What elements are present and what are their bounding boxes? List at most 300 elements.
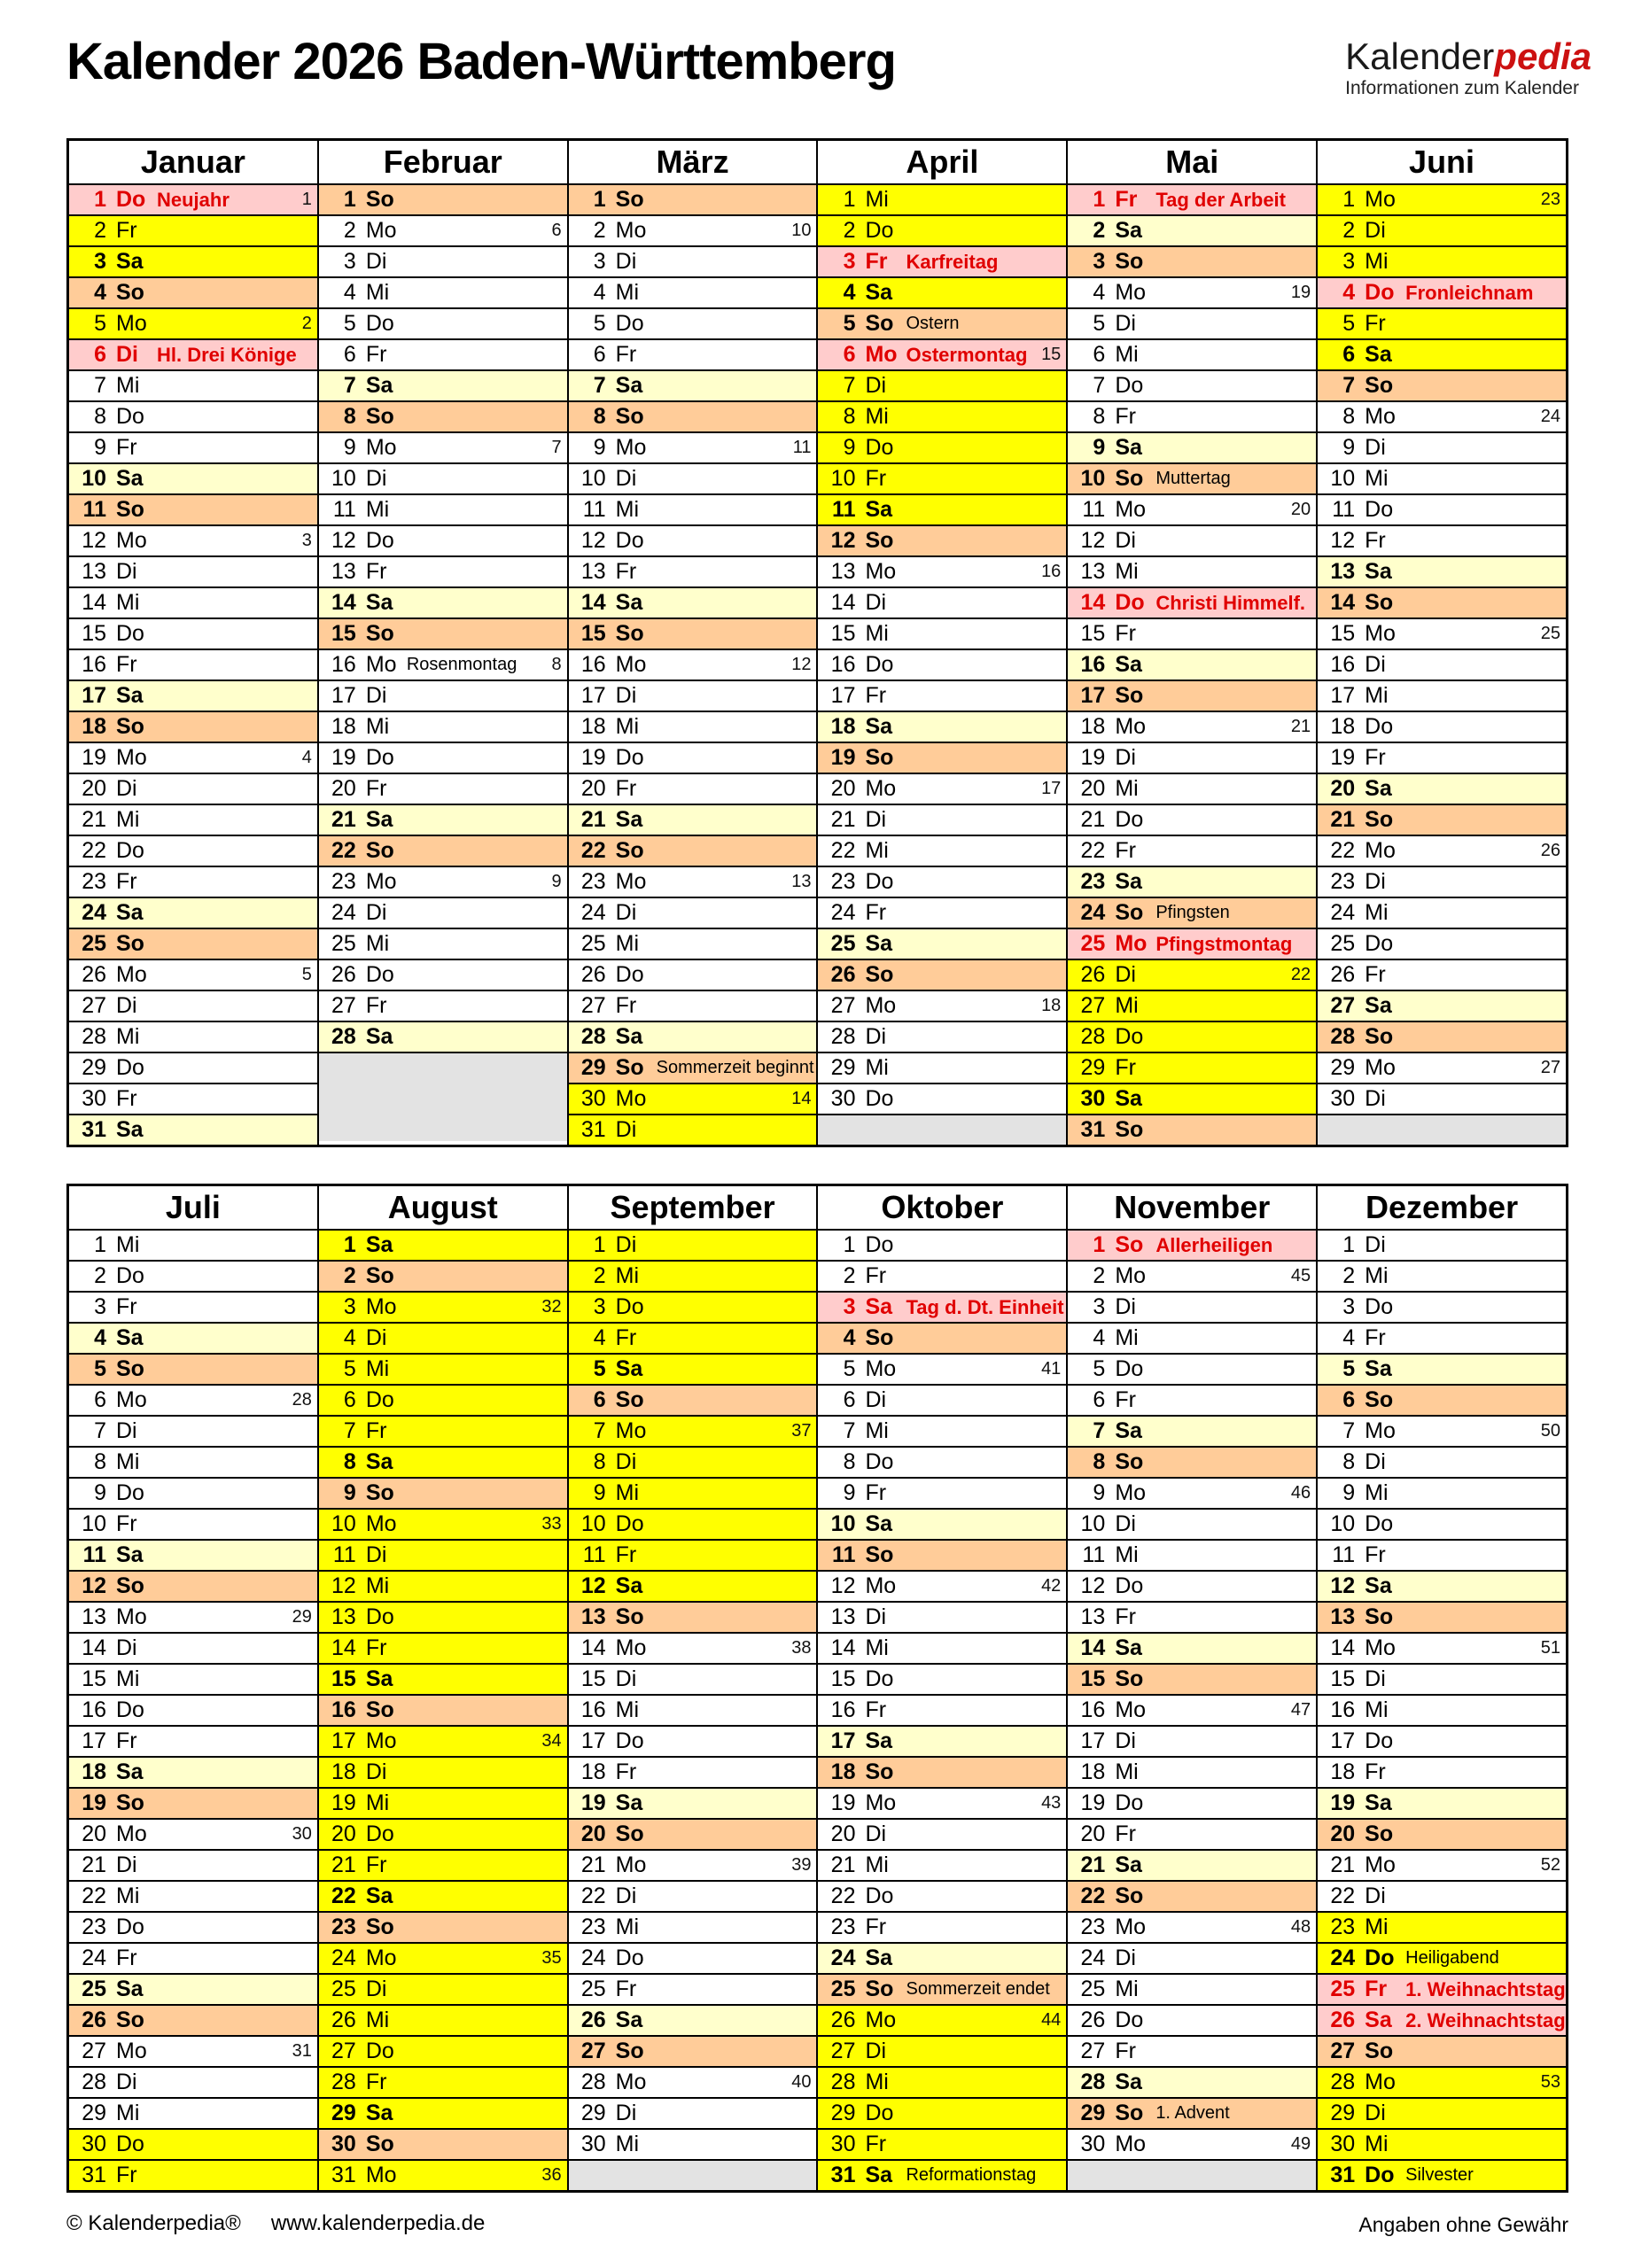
day-cell [818, 1477, 1066, 1508]
day-number: 12 [1080, 1573, 1106, 1598]
day-note: Reformationstag [906, 2165, 1037, 2185]
day-cell [1068, 928, 1316, 959]
day-number: 20 [830, 776, 856, 801]
day-cell [69, 1632, 317, 1663]
day-number: 26 [82, 962, 106, 987]
weekday-abbr: So [615, 621, 644, 646]
day-number: 29 [331, 2101, 356, 2125]
weekday-abbr: Fr [1365, 1977, 1388, 2001]
day-number: 6 [1093, 1387, 1106, 1412]
day-number: 10 [82, 1511, 106, 1536]
weekday-abbr: Do [865, 652, 894, 677]
day-number: 16 [1080, 652, 1106, 677]
day-cell [569, 431, 817, 462]
weekday-abbr: Mi [1365, 2132, 1389, 2156]
day-cell [569, 990, 817, 1021]
day-number: 21 [580, 1852, 606, 1877]
day-cell [319, 1849, 567, 1880]
day-number: 2 [1093, 1263, 1106, 1288]
day-cell [1068, 835, 1316, 866]
weekday-abbr: Mi [116, 1232, 140, 1257]
day-number: 10 [1080, 1511, 1106, 1536]
empty-cell [319, 1083, 567, 1112]
weekday-abbr: Mo [1115, 1697, 1147, 1722]
weekday-abbr: Sa [116, 1759, 144, 1784]
weekday-abbr: Fr [365, 776, 387, 801]
week-number: 11 [792, 438, 812, 457]
weekday-abbr: Mi [365, 1790, 390, 1815]
month-column-juli [69, 1186, 317, 2190]
day-number: 13 [1330, 1604, 1356, 1629]
weekday-abbr: Mi [1365, 683, 1389, 708]
day-cell [1318, 1231, 1566, 1260]
weekday-abbr: So [615, 404, 644, 429]
day-cell [1068, 2004, 1316, 2035]
weekday-abbr: Di [1365, 435, 1386, 460]
weekday-abbr: Fr [865, 900, 887, 925]
day-number: 1 [1093, 1232, 1106, 1257]
day-cell [1318, 866, 1566, 897]
day-number: 9 [94, 435, 106, 460]
day-number: 16 [1330, 652, 1356, 677]
day-cell [1068, 1508, 1316, 1539]
day-number: 18 [1080, 714, 1106, 739]
weekday-abbr: Do [615, 1511, 644, 1536]
day-number: 12 [1330, 528, 1356, 553]
day-cell [569, 1725, 817, 1756]
day-number: 1 [1093, 187, 1106, 212]
week-number: 2 [301, 314, 312, 333]
weekday-abbr: Fr [615, 993, 637, 1018]
day-number: 25 [1080, 931, 1106, 956]
day-cell [69, 990, 317, 1021]
day-cell [818, 1291, 1066, 1322]
day-cell [818, 1849, 1066, 1880]
day-number: 15 [331, 1666, 356, 1691]
day-number: 9 [94, 1480, 106, 1505]
page-title: Kalender 2026 Baden-Württemberg [66, 33, 896, 90]
day-cell [69, 276, 317, 307]
day-number: 29 [580, 1055, 606, 1080]
weekday-abbr: So [1365, 373, 1394, 398]
day-number: 2 [843, 218, 856, 243]
day-number: 6 [343, 1387, 356, 1412]
weekday-abbr: Do [365, 528, 394, 553]
day-number: 6 [1093, 342, 1106, 367]
day-number: 9 [593, 1480, 606, 1505]
day-cell [319, 2066, 567, 2097]
day-number: 1 [593, 187, 606, 212]
day-cell [1318, 1756, 1566, 1787]
day-number: 26 [1080, 2008, 1106, 2032]
day-number: 11 [582, 497, 606, 522]
day-number: 1 [843, 1232, 856, 1257]
day-number: 13 [1330, 559, 1356, 584]
day-cell [818, 1787, 1066, 1818]
day-cell [1068, 1694, 1316, 1725]
day-cell [569, 1291, 817, 1322]
month-column-september [567, 1186, 817, 2190]
day-number: 16 [580, 652, 606, 677]
day-cell [69, 1446, 317, 1477]
day-cell [319, 1322, 567, 1353]
week-number: 35 [541, 1948, 562, 1968]
day-number: 18 [331, 714, 356, 739]
day-cell [818, 1052, 1066, 1083]
week-number: 29 [292, 1607, 312, 1627]
day-note: Sommerzeit beginnt [656, 1058, 814, 1077]
day-cell [569, 2097, 817, 2128]
weekday-abbr: Fr [1115, 1604, 1136, 1629]
weekday-abbr: Fr [615, 1542, 637, 1567]
day-note: Fronleichnam [1405, 281, 1534, 304]
day-number: 23 [1080, 1915, 1106, 1939]
weekday-abbr: Do [1115, 807, 1144, 832]
weekday-abbr: Sa [116, 249, 144, 274]
day-cell [569, 245, 817, 276]
day-number: 21 [331, 1852, 356, 1877]
weekday-abbr: Mi [1115, 342, 1139, 367]
weekday-abbr: Di [615, 1449, 637, 1474]
weekday-abbr: Mi [615, 714, 640, 739]
day-number: 20 [82, 1821, 106, 1846]
weekday-abbr: Di [615, 900, 637, 925]
weekday-abbr: Sa [365, 807, 393, 832]
day-number: 25 [1080, 1977, 1106, 2001]
week-number: 12 [791, 655, 812, 674]
weekday-abbr: Mo [1365, 1852, 1396, 1877]
day-cell [818, 617, 1066, 649]
month-header: April [818, 141, 1066, 185]
weekday-abbr: Fr [865, 249, 888, 274]
day-number: 14 [580, 1635, 606, 1660]
weekday-abbr: Do [1115, 590, 1145, 615]
day-cell [69, 1322, 317, 1353]
day-number: 8 [1093, 1449, 1106, 1474]
weekday-abbr: Fr [116, 218, 137, 243]
day-cell [569, 773, 817, 804]
day-number: 4 [343, 280, 356, 305]
day-cell [69, 804, 317, 835]
day-number: 18 [331, 1759, 356, 1784]
weekday-abbr: Sa [1365, 1790, 1392, 1815]
day-cell [818, 1539, 1066, 1570]
day-cell [818, 2004, 1066, 2035]
day-number: 14 [830, 1635, 856, 1660]
day-cell [818, 1083, 1066, 1114]
weekday-abbr: Mi [116, 1449, 140, 1474]
weekday-abbr: Mo [865, 2008, 897, 2032]
day-cell [69, 1756, 317, 1787]
day-number: 16 [1330, 1697, 1356, 1722]
day-cell [569, 338, 817, 369]
weekday-abbr: Di [116, 559, 137, 584]
day-cell [1068, 649, 1316, 680]
weekday-abbr: Sa [365, 373, 393, 398]
day-cell [1318, 1260, 1566, 1291]
day-number: 4 [1093, 1325, 1106, 1350]
day-cell [1318, 1725, 1566, 1756]
month-header: Juni [1318, 141, 1566, 185]
day-cell [818, 1021, 1066, 1052]
day-cell [818, 493, 1066, 524]
weekday-abbr: Di [615, 1666, 637, 1691]
week-number: 5 [301, 965, 312, 984]
day-number: 3 [843, 1294, 856, 1319]
day-number: 1 [1342, 187, 1356, 212]
day-cell [69, 1942, 317, 1973]
day-cell [569, 276, 817, 307]
day-number: 16 [580, 1697, 606, 1722]
weekday-abbr: Di [1115, 528, 1136, 553]
weekday-abbr: Fr [1115, 1821, 1136, 1846]
weekday-abbr: Di [615, 1117, 637, 1142]
weekday-abbr: So [1115, 1117, 1144, 1142]
day-cell [319, 897, 567, 928]
day-number: 9 [343, 1480, 356, 1505]
week-number: 19 [1290, 283, 1311, 302]
weekday-abbr: Mi [1115, 1542, 1139, 1567]
weekday-abbr: Mi [116, 373, 140, 398]
day-number: 13 [331, 559, 356, 584]
day-number: 4 [1342, 280, 1356, 305]
day-number: 1 [843, 187, 856, 212]
day-number: 30 [1080, 2132, 1106, 2156]
day-number: 4 [94, 1325, 106, 1350]
day-cell [319, 1415, 567, 1446]
day-cell [1318, 1508, 1566, 1539]
day-cell [319, 2128, 567, 2159]
day-number: 25 [580, 1977, 606, 2001]
day-cell [1318, 276, 1566, 307]
month-header: Januar [69, 141, 317, 185]
weekday-abbr: Di [865, 373, 887, 398]
day-number: 12 [830, 528, 856, 553]
weekday-abbr: Do [1115, 373, 1144, 398]
weekday-abbr: Di [365, 249, 387, 274]
day-number: 19 [1080, 745, 1106, 770]
day-cell [319, 773, 567, 804]
day-number: 29 [830, 2101, 856, 2125]
week-number: 39 [791, 1855, 812, 1875]
day-cell [1068, 555, 1316, 586]
day-number: 25 [82, 931, 106, 956]
day-cell [69, 1114, 317, 1145]
weekday-abbr: Sa [1365, 993, 1392, 1018]
weekday-abbr: Mo [1115, 280, 1147, 305]
weekday-abbr: Di [1365, 1086, 1386, 1111]
weekday-abbr: So [615, 838, 644, 863]
weekday-abbr: Mo [1365, 1055, 1396, 1080]
website-text: www.kalenderpedia.de [270, 2211, 486, 2235]
day-cell [69, 1083, 317, 1114]
day-number: 3 [593, 1294, 606, 1319]
day-number: 26 [830, 2008, 856, 2032]
day-cell [319, 555, 567, 586]
weekday-abbr: Mi [865, 2070, 889, 2094]
day-cell [69, 185, 317, 214]
day-number: 12 [830, 1573, 856, 1598]
day-number: 21 [1080, 1852, 1106, 1877]
day-number: 16 [331, 1697, 356, 1722]
day-cell [69, 493, 317, 524]
day-number: 21 [580, 807, 606, 832]
day-number: 12 [580, 528, 606, 553]
day-number: 15 [580, 1666, 606, 1691]
day-note: Pfingstmontag [1155, 932, 1293, 955]
day-number: 18 [1330, 1759, 1356, 1784]
day-cell [69, 1231, 317, 1260]
weekday-abbr: Di [365, 1325, 387, 1350]
weekday-abbr: Do [1365, 2163, 1395, 2187]
day-cell [818, 431, 1066, 462]
day-cell [1318, 617, 1566, 649]
month-column-oktober [816, 1186, 1066, 2190]
weekday-abbr: Do [865, 435, 894, 460]
weekday-abbr: Sa [615, 590, 643, 615]
day-cell [569, 2066, 817, 2097]
day-cell [569, 866, 817, 897]
weekday-abbr: So [865, 962, 894, 987]
day-cell [1318, 1911, 1566, 1942]
weekday-abbr: Di [865, 807, 887, 832]
day-cell [818, 1880, 1066, 1911]
day-cell [569, 307, 817, 338]
week-number: 3 [301, 531, 312, 550]
day-cell [569, 2128, 817, 2159]
day-number: 30 [331, 2132, 356, 2156]
day-cell [1068, 1601, 1316, 1632]
weekday-abbr: Di [116, 776, 137, 801]
day-number: 19 [82, 745, 106, 770]
weekday-abbr: Sa [1115, 435, 1142, 460]
day-number: 8 [1342, 404, 1356, 429]
day-number: 1 [94, 1232, 106, 1257]
weekday-abbr: Di [1365, 652, 1386, 677]
day-cell [818, 1322, 1066, 1353]
day-number: 12 [82, 528, 106, 553]
day-note: Sommerzeit endet [906, 1979, 1050, 1999]
weekday-abbr: Fr [615, 342, 637, 367]
weekday-abbr: Mo [116, 962, 147, 987]
weekday-abbr: Fr [365, 993, 387, 1018]
day-number: 5 [593, 1356, 606, 1381]
day-number: 18 [82, 1759, 106, 1784]
day-number: 27 [580, 993, 606, 1018]
day-cell [319, 1601, 567, 1632]
day-cell [1318, 245, 1566, 276]
day-number: 31 [82, 2163, 106, 2187]
week-number: 10 [791, 221, 812, 240]
day-number: 26 [82, 2008, 106, 2032]
weekday-abbr: Sa [615, 807, 643, 832]
weekday-abbr: Do [1115, 1024, 1144, 1049]
weekday-abbr: Fr [116, 2163, 137, 2187]
day-cell [1068, 2097, 1316, 2128]
weekday-abbr: So [365, 2132, 394, 2156]
day-cell [319, 1694, 567, 1725]
day-number: 13 [1080, 559, 1106, 584]
day-cell [319, 245, 567, 276]
day-cell [1318, 990, 1566, 1021]
day-number: 23 [82, 1915, 106, 1939]
day-number: 10 [830, 1511, 856, 1536]
day-cell [69, 773, 317, 804]
week-number: 49 [1290, 2134, 1311, 2154]
weekday-abbr: Do [365, 1821, 394, 1846]
day-number: 23 [331, 869, 356, 894]
day-number: 3 [593, 249, 606, 274]
day-cell [319, 1787, 567, 1818]
day-cell [569, 742, 817, 773]
day-number: 11 [82, 1542, 106, 1567]
day-cell [1068, 1787, 1316, 1818]
day-number: 24 [830, 1946, 856, 1970]
day-cell [1318, 742, 1566, 773]
day-cell [1318, 586, 1566, 617]
day-number: 7 [1342, 373, 1356, 398]
day-cell [818, 524, 1066, 555]
weekday-abbr: Mo [365, 1946, 397, 1970]
day-number: 22 [830, 1884, 856, 1908]
day-number: 23 [830, 869, 856, 894]
day-cell [1068, 1291, 1316, 1322]
day-number: 23 [331, 1915, 356, 1939]
weekday-abbr: Sa [1365, 1356, 1392, 1381]
day-cell [569, 1508, 817, 1539]
weekday-abbr: Mi [865, 1055, 889, 1080]
day-cell [319, 835, 567, 866]
day-cell [818, 1570, 1066, 1601]
day-cell [319, 524, 567, 555]
month-column-mai [1066, 141, 1316, 1145]
day-cell [569, 897, 817, 928]
day-number: 24 [1330, 900, 1356, 925]
day-number: 27 [580, 2039, 606, 2063]
day-number: 19 [1330, 1790, 1356, 1815]
day-cell [319, 1880, 567, 1911]
day-number: 24 [82, 1946, 106, 1970]
weekday-abbr: Di [365, 1542, 387, 1567]
month-header: August [319, 1186, 567, 1231]
day-number: 28 [580, 1024, 606, 1049]
day-cell [1318, 1973, 1566, 2004]
day-cell [1318, 835, 1566, 866]
day-note: 1. Advent [1155, 2103, 1230, 2123]
weekday-abbr: Fr [1115, 1387, 1136, 1412]
day-number: 26 [331, 962, 356, 987]
weekday-abbr: Do [365, 962, 394, 987]
day-number: 5 [843, 311, 856, 336]
weekday-abbr: Mo [365, 1511, 397, 1536]
weekday-abbr: Fr [365, 1635, 387, 1660]
day-cell [319, 804, 567, 835]
day-cell [569, 462, 817, 493]
weekday-abbr: Mo [1115, 497, 1147, 522]
weekday-abbr: Sa [865, 1946, 893, 1970]
day-cell [319, 2004, 567, 2035]
weekday-abbr: Do [116, 1055, 144, 1080]
day-number: 18 [830, 714, 856, 739]
day-number: 22 [580, 1884, 606, 1908]
day-number: 5 [94, 1356, 106, 1381]
weekday-abbr: Do [865, 1086, 894, 1111]
day-cell [69, 431, 317, 462]
day-number: 5 [1342, 311, 1356, 336]
weekday-abbr: Sa [1365, 776, 1392, 801]
weekday-abbr: Mo [865, 993, 897, 1018]
weekday-abbr: Di [116, 2070, 137, 2094]
